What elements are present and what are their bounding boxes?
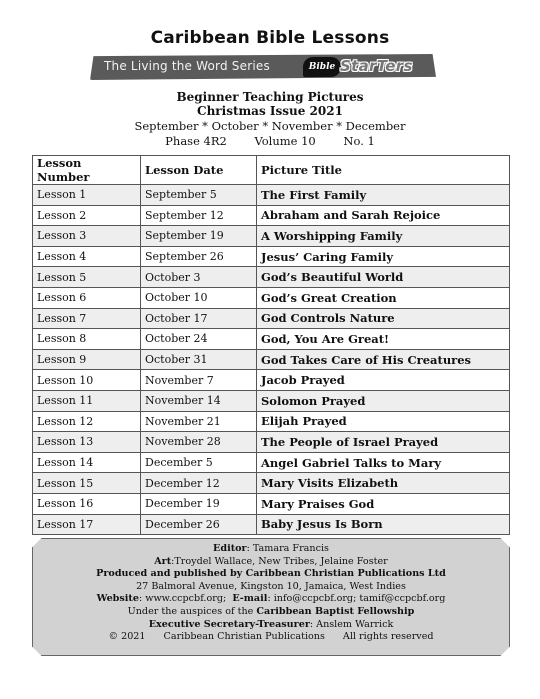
- table-row: [33, 246, 510, 267]
- editor-line: [32, 543, 510, 556]
- lesson-date-cell: September 12: [141, 205, 257, 226]
- lesson-number-cell: Lesson 3: [33, 226, 141, 247]
- table-row: [33, 267, 510, 288]
- picture-title-cell: Angel Gabriel Talks to Mary: [257, 452, 510, 473]
- picture-title-cell: Solomon Prayed: [257, 390, 510, 411]
- lesson-number-cell: Lesson 15: [33, 473, 141, 494]
- picture-title-cell: Mary Praises God: [257, 493, 510, 514]
- lesson-date-cell: October 10: [141, 287, 257, 308]
- phase-volume-line: [0, 134, 540, 148]
- series-name: The Living the Word Series: [104, 59, 270, 73]
- lessons-table: [32, 155, 510, 535]
- months-line: September * October * November * December: [134, 119, 406, 133]
- editor-name: : Tamara Francis: [246, 543, 329, 554]
- art-label: Art: [154, 555, 172, 567]
- copyright: © 2021: [108, 631, 146, 643]
- table-row: [33, 432, 510, 453]
- picture-title-cell: God’s Great Creation: [257, 287, 510, 308]
- lesson-number-cell: Lesson 17: [33, 514, 141, 535]
- table-row: [33, 185, 510, 206]
- auspices-prefix: Under the auspices of the: [127, 605, 257, 617]
- art-line: [32, 556, 510, 569]
- column-header-lesson-number: Lesson Number: [33, 156, 141, 185]
- table-row: [33, 411, 510, 432]
- lesson-date-cell: December 5: [141, 452, 257, 473]
- lesson-date-cell: September 5: [141, 185, 257, 206]
- picture-title-cell: The People of Israel Prayed: [257, 432, 510, 453]
- table-row: [33, 287, 510, 308]
- lesson-number-cell: Lesson 8: [33, 329, 141, 350]
- picture-title-cell: Mary Visits Elizabeth: [257, 473, 510, 494]
- table-row: [33, 514, 510, 535]
- picture-title-cell: Jacob Prayed: [257, 370, 510, 391]
- lesson-number-cell: Lesson 1: [33, 185, 141, 206]
- lesson-number-cell: Lesson 12: [33, 411, 141, 432]
- picture-title-cell: God Takes Care of His Creatures: [257, 349, 510, 370]
- bible-logo-badge: Bible: [303, 57, 341, 77]
- lesson-date-cell: November 21: [141, 411, 257, 432]
- lesson-date-cell: October 31: [141, 349, 257, 370]
- picture-title-cell: God Controls Nature: [257, 308, 510, 329]
- table-header-row: [33, 156, 510, 185]
- table-row: [33, 308, 510, 329]
- lesson-number-cell: Lesson 2: [33, 205, 141, 226]
- lesson-date-cell: October 3: [141, 267, 257, 288]
- table-row: [33, 370, 510, 391]
- email-label: E-mail: [232, 593, 268, 605]
- subtitle: Beginner Teaching Pictures: [176, 90, 364, 104]
- credits-text: [32, 543, 510, 644]
- lesson-date-cell: December 26: [141, 514, 257, 535]
- rights: All rights reserved: [342, 631, 434, 643]
- exec-name: : Anslem Warrick: [309, 618, 394, 630]
- address-line: 27 Balmoral Avenue, Kingston 10, Jamaica, West Indies: [136, 580, 406, 592]
- issue-number: No. 1: [343, 134, 375, 148]
- produced-text: Produced and published by Caribbean Christian Publications Ltd: [96, 568, 446, 580]
- lesson-date-cell: December 19: [141, 493, 257, 514]
- starters-logo: StarTers: [340, 57, 413, 75]
- copyright-line: [32, 631, 510, 644]
- lesson-date-cell: November 7: [141, 370, 257, 391]
- lesson-date-cell: November 14: [141, 390, 257, 411]
- lesson-number-cell: Lesson 5: [33, 267, 141, 288]
- lesson-number-cell: Lesson 10: [33, 370, 141, 391]
- column-header-picture-title: Picture Title: [257, 156, 510, 185]
- picture-title-cell: God’s Beautiful World: [257, 267, 510, 288]
- art-credits: :Troydel Wallace, New Tribes, Jelaine Foster: [171, 555, 388, 567]
- website-value: : www.ccpcbf.org;: [138, 593, 227, 605]
- lesson-date-cell: December 12: [141, 473, 257, 494]
- publisher: Caribbean Christian Publications: [163, 631, 325, 643]
- picture-title-cell: The First Family: [257, 185, 510, 206]
- table-row: [33, 329, 510, 350]
- phase: Phase 4R2: [165, 134, 227, 148]
- table-row: [33, 226, 510, 247]
- lesson-date-cell: September 19: [141, 226, 257, 247]
- table-row: [33, 390, 510, 411]
- lesson-number-cell: Lesson 6: [33, 287, 141, 308]
- table-row: [33, 349, 510, 370]
- lesson-number-cell: Lesson 13: [33, 432, 141, 453]
- table-row: [33, 473, 510, 494]
- produced-line: [32, 568, 510, 581]
- publication-title: Caribbean Bible Lessons: [150, 28, 390, 48]
- email-value: : info@ccpcbf.org; tamif@ccpcbf.org: [267, 593, 446, 605]
- picture-title-cell: Baby Jesus Is Born: [257, 514, 510, 535]
- editor-label: Editor: [213, 543, 247, 554]
- lesson-number-cell: Lesson 14: [33, 452, 141, 473]
- issue-title: Christmas Issue 2021: [197, 104, 343, 118]
- auspices-line: [32, 606, 510, 619]
- picture-title-cell: Elijah Prayed: [257, 411, 510, 432]
- contact-line: [32, 593, 510, 606]
- volume: Volume 10: [254, 134, 316, 148]
- picture-title-cell: A Worshipping Family: [257, 226, 510, 247]
- lesson-date-cell: October 17: [141, 308, 257, 329]
- lesson-number-cell: Lesson 9: [33, 349, 141, 370]
- lesson-number-cell: Lesson 7: [33, 308, 141, 329]
- lesson-date-cell: November 28: [141, 432, 257, 453]
- lesson-number-cell: Lesson 16: [33, 493, 141, 514]
- table-row: [33, 452, 510, 473]
- exec-label: Executive Secretary-Treasurer: [148, 618, 310, 630]
- lesson-number-cell: Lesson 11: [33, 390, 141, 411]
- table-row: [33, 205, 510, 226]
- column-header-lesson-date: Lesson Date: [141, 156, 257, 185]
- picture-title-cell: Jesus’ Caring Family: [257, 246, 510, 267]
- table-row: [33, 493, 510, 514]
- website-label: Website: [96, 593, 139, 605]
- picture-title-cell: God, You Are Great!: [257, 329, 510, 350]
- lesson-date-cell: September 26: [141, 246, 257, 267]
- picture-title-cell: Abraham and Sarah Rejoice: [257, 205, 510, 226]
- lesson-number-cell: Lesson 4: [33, 246, 141, 267]
- auspices-org: Caribbean Baptist Fellowship: [256, 605, 415, 617]
- exec-line: [32, 619, 510, 632]
- lesson-date-cell: October 24: [141, 329, 257, 350]
